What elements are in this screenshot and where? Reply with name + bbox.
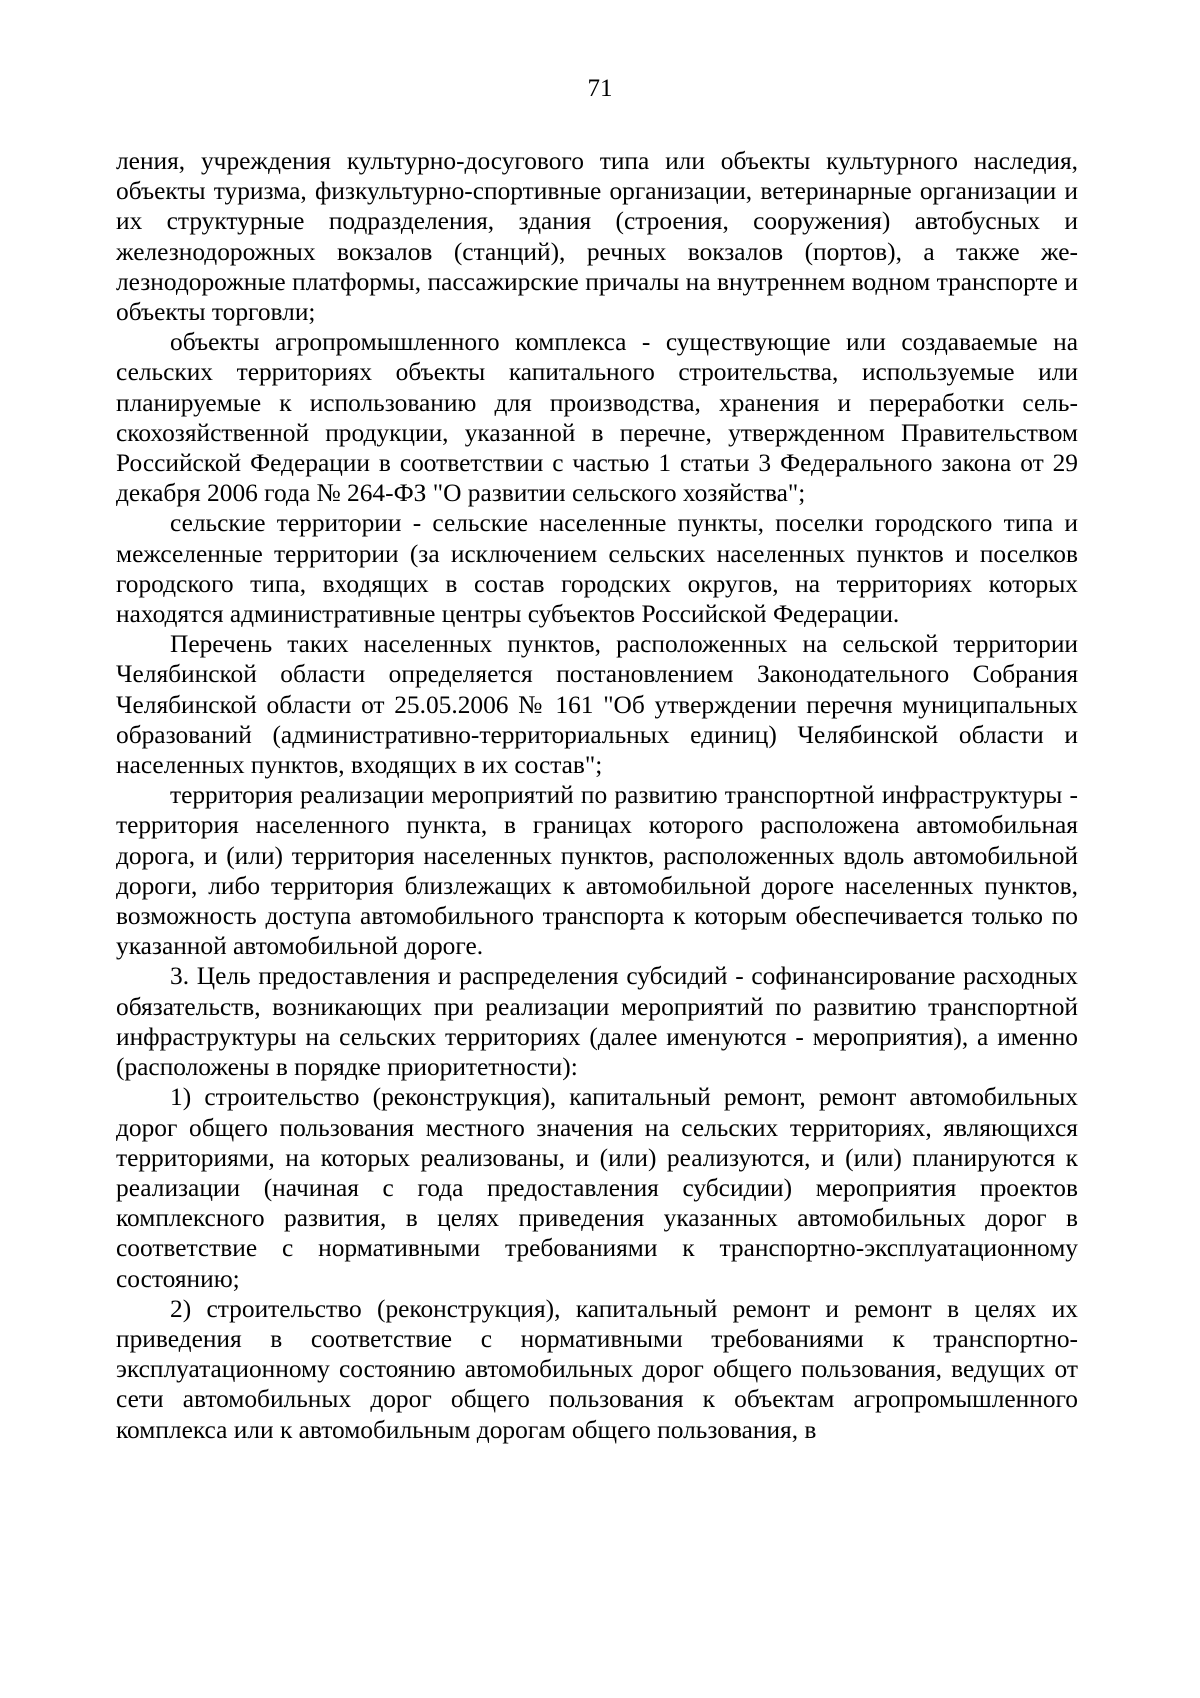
paragraph-3: сельские территории - сельские населенные пункты, поселки городского типа и межселенные территории (за исключением сельских населенных пунктов и поселков городского типа, входящих в состав городских округов, на территориях которых находятся административные центры субъектов Российской Федерации.	[116, 509, 1078, 629]
document-body	[116, 146, 1078, 1445]
paragraph-2: объекты агропромышленного комплекса - существующие или создаваемые на сельских территориях объекты капитального строительства, используемые или планируемые к использованию для производства, хранения и переработки сельскохозяйственной продукции, указанной в перечне, утвержденном Правительством Российской Федерации в соответствии с частью 1 статьи 3 Федерального закона от 29 декабря 2006 года № 264-ФЗ "О развитии сельского хозяйства";	[116, 328, 1078, 508]
paragraph-8: 2) строительство (реконструкция), капитальный ремонт и ремонт в целях их приведения в соответствие с нормативными требованиями к транспортно-эксплуатационному состоянию автомобильных дорог общего пользования, ведущих от сети автомобильных дорог общего пользования к объектам агропромышленного комплекса или к автомобильным дорогам общего пользования, в	[116, 1294, 1078, 1444]
paragraph-4: Перечень таких населенных пунктов, расположенных на сельской территории Челябинской области определяется постановлением Законодательного Собрания Челябинской области от 25.05.2006 № 161 "Об утверждении перечня муниципальных образований (административно-территориальных единиц) Челябинской области и населенных пунктов, входящих в их состав";	[116, 630, 1078, 780]
paragraph-6: 3. Цель предоставления и распределения субсидий - софинансирование расходных обязательств, возникающих при реализации мероприятий по развитию транспортной инфраструктуры на сельских территориях (далее именуются - мероприятия), а именно (расположены в порядке приоритетности):	[116, 962, 1078, 1082]
page-number: 71	[587, 75, 613, 102]
paragraph-5: территория реализации мероприятий по развитию транспортной инфраструктуры - территория населенного пункта, в границах которого расположена автомобильная дорога, и (или) территория населенных пунктов, расположенных вдоль автомобильной дороги, либо территория близлежащих к автомобильной дороге населенных пунктов, возможность доступа автомобильного транспорта к которым обеспечивается только по указанной автомобильной дороге.	[116, 781, 1078, 961]
paragraph-1: ления, учреждения культурно-досугового типа или объекты культурного наследия, объекты туризма, физкультурно-спортивные организации, ветеринарные организации и их структурные подразделения, здания (строения, сооружения) автобусных и железнодорожных вокзалов (станций), речных вокзалов (портов), а также железнодорожные платформы, пассажирские причалы на внутреннем водном транспорте и объекты торговли;	[116, 147, 1078, 327]
paragraph-7: 1) строительство (реконструкция), капитальный ремонт, ремонт автомобильных дорог общего пользования местного значения на сельских территориях, являющихся территориями, на которых реализованы, и (или) реализуются, и (или) планируются к реализации (начиная с года предоставления субсидии) мероприятия проектов комплексного развития, в целях приведения указанных автомобильных дорог в соответствие с нормативными требованиями к транспортно-эксплуатационному состоянию;	[116, 1083, 1078, 1293]
